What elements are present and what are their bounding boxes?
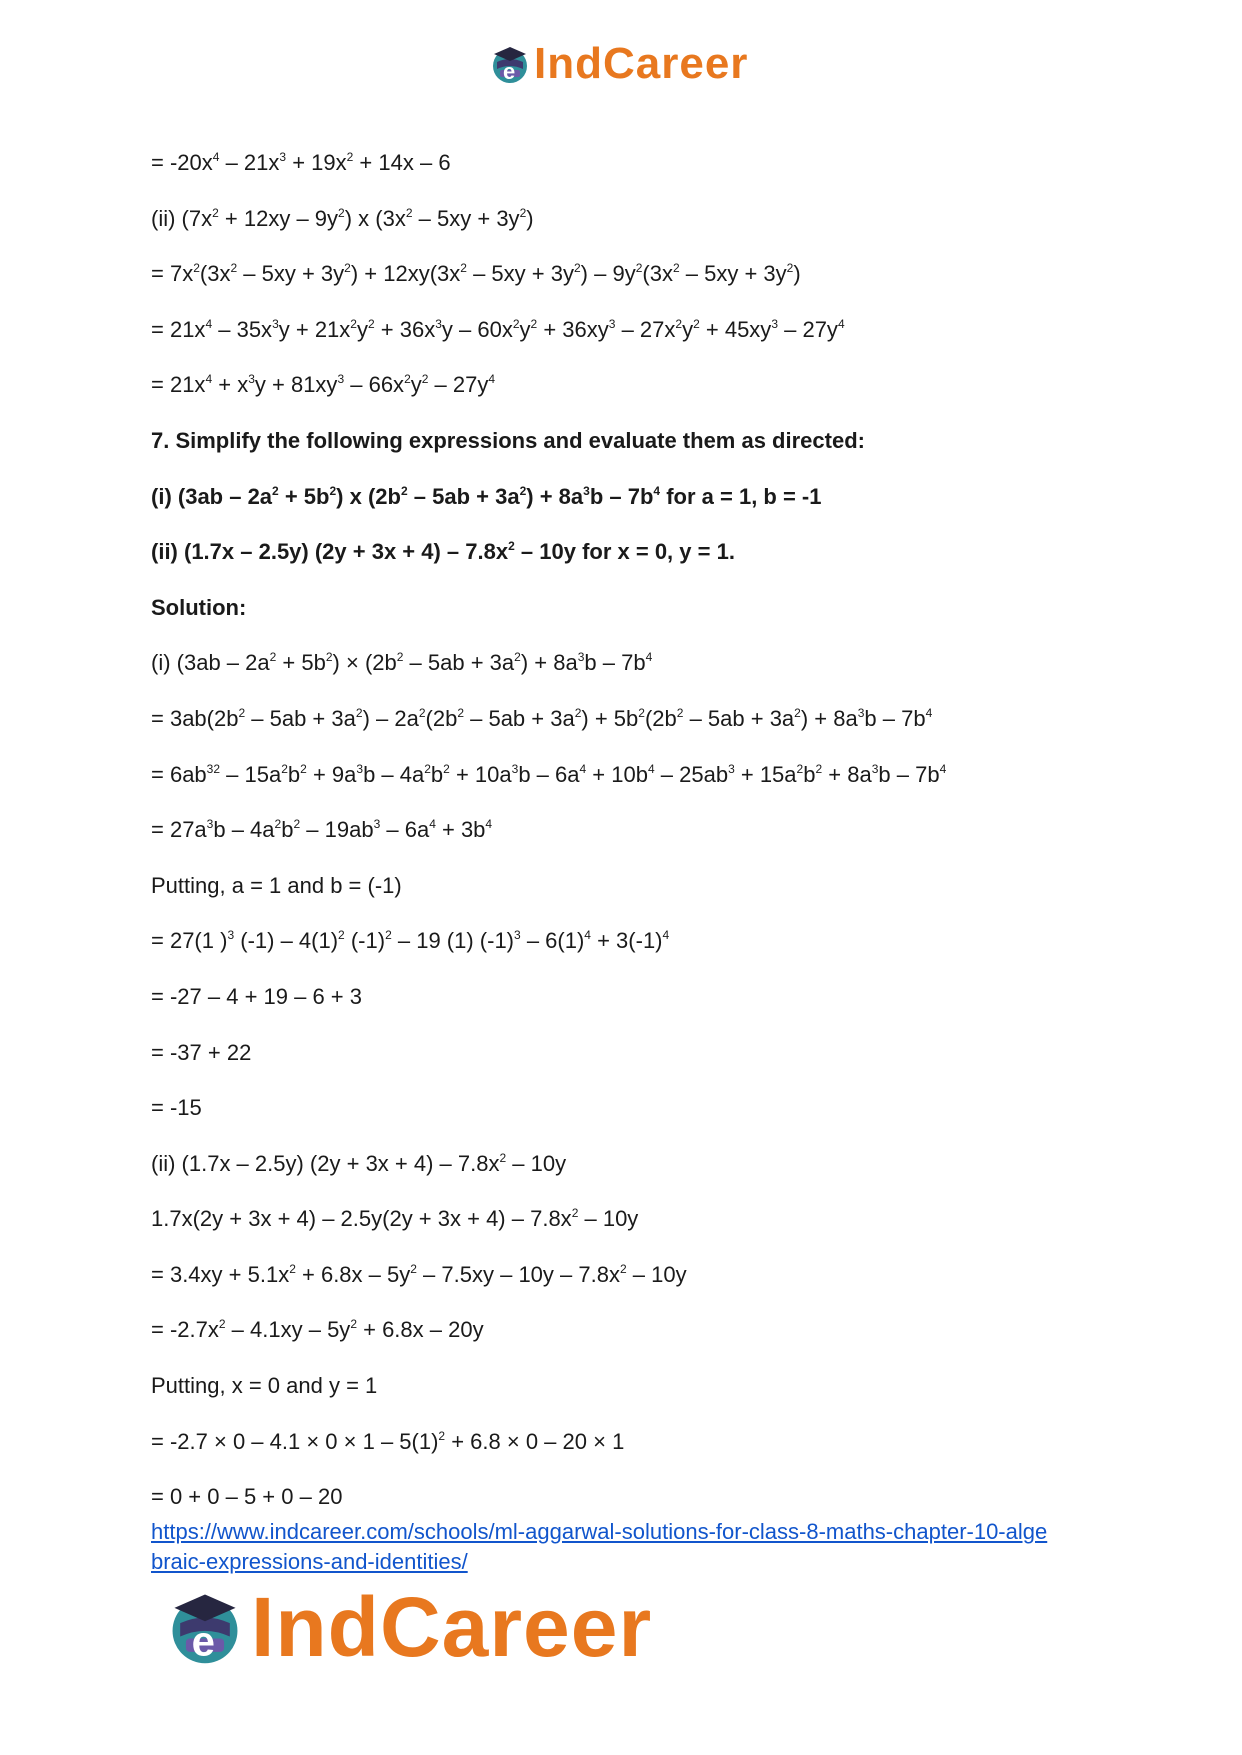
math-line: $1.7x(2y + 3x + 4) - 2.5y(2y + 3x + 4) - 7.8x^2 - 10y$ <box>151 1206 639 1232</box>
source-link[interactable] <box>151 1517 1091 1577</box>
source-link-line-1[interactable]: https://www.indcareer.com/schools/ml-aggarwal-solutions-for-class-8-maths-chapter-10-alge <box>151 1519 1048 1544</box>
math-line: = $-2.7x^2 - 4.1xy - 5y^2 + 6.8x - 20y$ <box>151 1317 484 1343</box>
math-line: = 0 + 0 – 5 + 0 – 20 <box>151 1484 343 1510</box>
math-line: (ii) $(7x^2 + 12xy - 9y^2)$ x $(3x^2 - 5xy + 3y^2)$ <box>151 205 534 231</box>
question-heading: 7. Simplify the following expressions and evaluate them as directed: <box>151 427 865 453</box>
solution-heading: Solution: <box>151 594 247 620</box>
logo-text: IndCareer <box>534 39 749 88</box>
graduation-cap-globe-icon <box>163 1585 247 1669</box>
math-line: = $27a^3b - 4a^2b^2 - 19ab^3 - 6a^4 + 3b^4$ <box>151 817 493 843</box>
graduation-cap-globe-icon <box>488 42 532 86</box>
math-line: = -15 <box>151 1095 202 1121</box>
header-logo <box>488 39 749 88</box>
svg-text:e: e <box>503 59 516 84</box>
math-line: = $7x^2(3x^2 - 5xy + 3y^2) + 12xy(3x^2 - 5xy + 3y^2) - 9y^2(3x^2 - 5xy + 3y^2)$ <box>151 261 801 287</box>
math-line: = $3.4xy + 5.1x^2 + 6.8x - 5y^2 - 7.5xy - 10y - 7.8x^2 - 10y$ <box>151 1261 687 1287</box>
math-line: = $21x^4 + x^3y + 81xy^3 - 66x^2y^2 - 27y^4$ <box>151 372 496 398</box>
math-line: = 27(1 )$^3$ $(-1) - 4(1)^2$ $(-1)^2 - 19$ (1) $(-1)^3 - 6(1)^4 + 3(-1)^4$ <box>151 928 670 954</box>
question-part-i: (i) $(3ab - 2a^2 + 5b^2)$ x $(2b^2 - 5ab + 3a^2) + 8a^3b - 7b^4$ for a = 1, b = -1 <box>151 483 822 509</box>
math-line: (i) $(3ab - 2a^2 + 5b^2) \times (2b^2 - 5ab + 3a^2) + 8a^3b - 7b^4$ <box>151 650 653 676</box>
math-line: = $-20x^4 - 21x^3 + 19x^2 + 14x - 6$ <box>151 150 451 175</box>
question-part-ii: (ii) (1.7x – 2.5y) $(2y + 3x + 4) - 7.8x^2 - 10y$ for x = 0, y = 1. <box>151 539 735 565</box>
math-line: = $6ab^{32} - 15a^2b^2 + 9a^3b - 4a^2b^2 + 10a^3b - 6a^4 + 10b^4 - 25ab^3 + 15a^2b^2 + 8a^3b - 7b^4$ <box>151 761 947 787</box>
math-line: (ii) (1.7x – 2.5y) $(2y + 3x + 4) - 7.8x^2 - 10y$ <box>151 1150 567 1176</box>
math-line: Putting, a = 1 and b = (-1) <box>151 872 402 898</box>
math-line: Putting, x = 0 and y = 1 <box>151 1373 378 1399</box>
footer-logo <box>163 1580 653 1674</box>
math-line: = $-2.7 \times 0 - 4.1 \times 0 \times 1 - 5(1)^2 + 6.8 \times 0 - 20 \times 1$ <box>151 1428 625 1454</box>
source-link-line-2[interactable]: braic-expressions-and-identities/ <box>151 1549 468 1574</box>
math-line: = -27 – 4 + 19 – 6 + 3 <box>151 983 362 1009</box>
math-line: = $3ab(2b^2 - 5ab + 3a^2) - 2a^2(2b^2 - 5ab + 3a^2) + 5b^2(2b^2 - 5ab + 3a^2) + 8a^3b - 7b^4$ <box>151 705 933 731</box>
svg-text:e: e <box>191 1617 215 1665</box>
math-line: = -37 + 22 <box>151 1039 252 1065</box>
math-line: = $21x^4 - 35x^3y + 21x^2y^2 + 36x^3y - 60x^2y^2 + 36xy^3 - 27x^2y^2 + 45xy^3 - 27y^4$ <box>151 316 845 342</box>
document-body <box>151 150 1091 1540</box>
logo-text: IndCareer <box>251 1580 653 1674</box>
